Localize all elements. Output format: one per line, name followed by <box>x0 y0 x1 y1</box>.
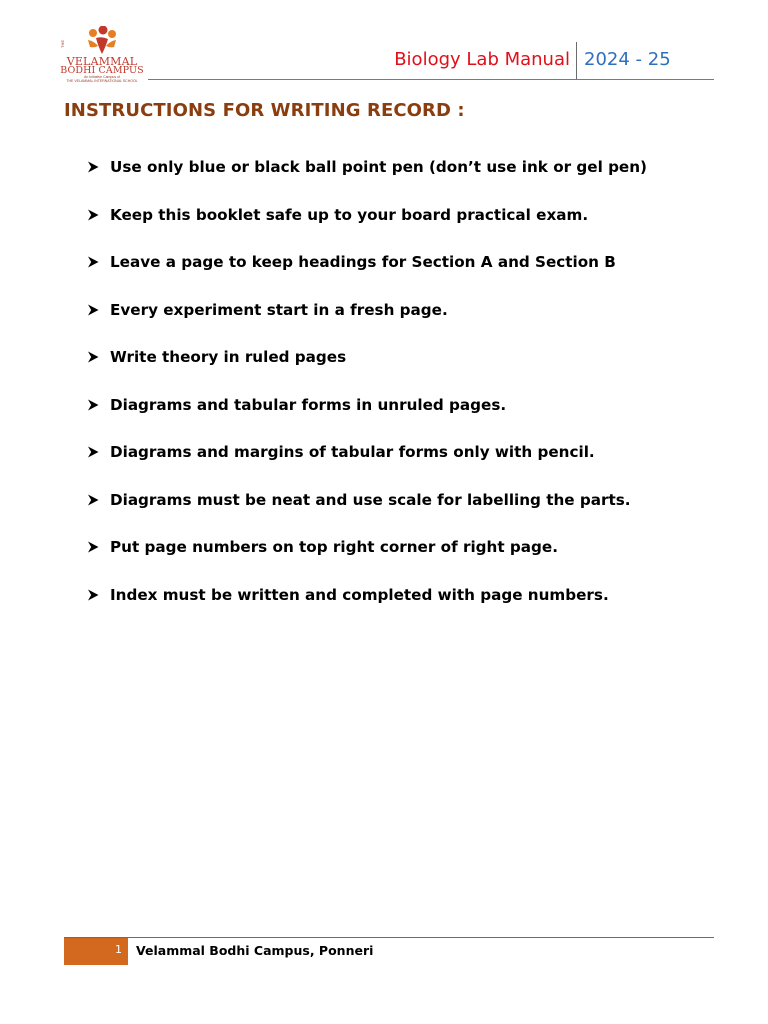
arrowhead-bullet-icon <box>86 346 108 368</box>
logo-name-line2: BODHI CAMPUS <box>60 65 144 76</box>
instruction-text: Diagrams and margins of tabular forms only with pencil. <box>110 443 595 461</box>
arrowhead-bullet-icon <box>86 299 108 321</box>
logo-emblem-icon <box>56 26 148 56</box>
instruction-text: Put page numbers on top right corner of right page. <box>110 538 558 556</box>
header-rule <box>148 79 714 80</box>
arrowhead-bullet-icon <box>86 251 108 273</box>
school-logo <box>56 26 148 82</box>
arrowhead-bullet-icon <box>86 584 108 606</box>
arrowhead-bullet-icon <box>86 489 108 511</box>
instruction-item <box>86 584 647 632</box>
arrowhead-bullet-icon <box>86 204 108 226</box>
instruction-text: Use only blue or black ball point pen (don’t use ink or gel pen) <box>110 158 647 176</box>
logo-parent-school: THE VELAMMAL INTERNATIONAL SCHOOL <box>66 79 138 83</box>
arrowhead-bullet-icon <box>86 156 108 178</box>
instruction-item <box>86 251 647 299</box>
page-number: 1 <box>115 943 122 956</box>
instruction-text: Leave a page to keep headings for Section A and Section B <box>110 253 616 271</box>
arrowhead-bullet-icon <box>86 536 108 558</box>
instruction-text: Diagrams must be neat and use scale for labelling the parts. <box>110 490 631 509</box>
instruction-item <box>86 536 647 584</box>
instruction-text: Keep this booklet safe up to your board practical exam. <box>110 205 589 224</box>
instruction-text: Every experiment start in a fresh page. <box>110 300 448 319</box>
instruction-item <box>86 299 647 347</box>
instruction-item <box>86 489 647 537</box>
manual-title: Biology Lab Manual <box>394 49 570 70</box>
header-divider <box>576 42 577 80</box>
instruction-item <box>86 204 647 252</box>
logo-the: THE <box>60 40 65 48</box>
arrowhead-bullet-icon <box>86 441 108 463</box>
instruction-text: Write theory in ruled pages <box>110 348 347 366</box>
logo-tagline: An Initiative Campus of <box>84 75 120 79</box>
page-number-box <box>64 938 128 965</box>
page-header <box>56 26 714 82</box>
footer-rule <box>64 937 714 938</box>
instruction-text: Diagrams and tabular forms in unruled pages. <box>110 395 507 414</box>
academic-year: 2024 - 25 <box>584 49 671 70</box>
instruction-item <box>86 394 647 442</box>
instruction-text: Index must be written and completed with page numbers. <box>110 585 609 604</box>
logo-name-line1: VELAMMAL <box>66 55 138 68</box>
arrowhead-bullet-icon <box>86 394 108 416</box>
instruction-item <box>86 346 647 394</box>
footer-school-name: Velammal Bodhi Campus, Ponneri <box>136 943 374 958</box>
instructions-list <box>86 156 647 631</box>
instruction-item <box>86 156 647 204</box>
instruction-item <box>86 441 647 489</box>
page-heading: INSTRUCTIONS FOR WRITING RECORD : <box>64 100 465 121</box>
